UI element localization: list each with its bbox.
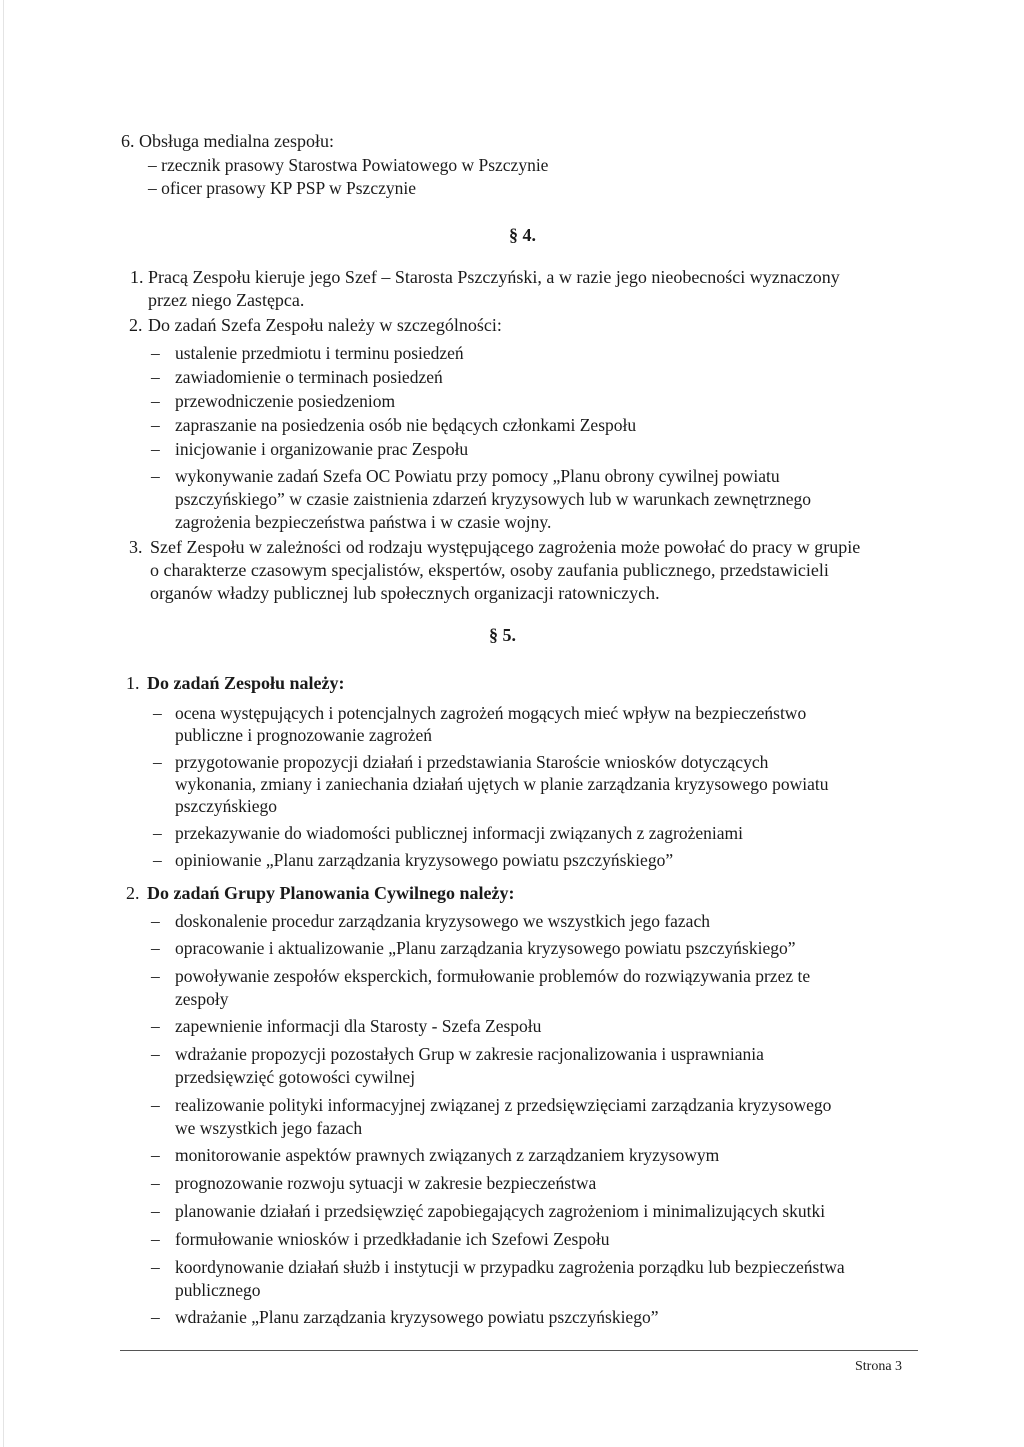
sec5-p2-bullet: wdrażanie propozycji pozostałych Grup w zakresie racjonalizowania i usprawniania — [175, 1044, 764, 1064]
item6-line: – rzecznik prasowy Starostwa Powiatowego w Pszczynie — [148, 155, 549, 175]
sec5-p2-bullet: monitorowanie aspektów prawnych związanych z zarządzaniem kryzysowym — [175, 1145, 720, 1165]
sec5-p2-bullet-cont: zespoły — [175, 989, 229, 1009]
bullet-dash: – — [151, 1016, 160, 1036]
sec5-p1-bullet: ocena występujących i potencjalnych zagrożeń mogących mieć wpływ na bezpieczeństwo — [175, 703, 807, 723]
sec5-p1-bullet: przekazywanie do wiadomości publicznej informacji związanych z zagrożeniami — [175, 823, 744, 843]
sec4-p1-line: przez niego Zastępca. — [148, 290, 305, 310]
sec4-p3-line: Szef Zespołu w zależności od rodzaju występującego zagrożenia może powołać do pracy w grupie — [150, 537, 861, 557]
footer-rule — [120, 1350, 918, 1351]
sec5-p2-bullet: wdrażanie „Planu zarządzania kryzysowego powiatu pszczyńskiego” — [175, 1307, 659, 1327]
bullet-dash: – — [153, 752, 162, 772]
bullet-dash: – — [151, 439, 160, 459]
sec5-p1-bullet-cont: pszczyńskiego — [175, 796, 278, 816]
sec5-p2-bullet-cont: we wszystkich jego fazach — [175, 1118, 363, 1138]
sec4-p1-line: Pracą Zespołu kieruje jego Szef – Starosta Pszczyński, a w razie jego nieobecności wyznaczony — [148, 267, 840, 287]
sec5-p1-bullet-cont: publiczne i prognozowanie zagrożeń — [175, 725, 433, 745]
section-5-heading: § 5. — [489, 625, 516, 645]
sec4-p1-number: 1. — [130, 267, 144, 287]
bullet-dash: – — [151, 1173, 160, 1193]
sec5-p1-bullet: opiniowanie „Planu zarządzania kryzysowego powiatu pszczyńskiego” — [175, 850, 674, 870]
bullet-dash: – — [151, 391, 160, 411]
sec4-p2-bullet: przewodniczenie posiedzeniom — [175, 391, 396, 411]
sec5-p2-bullet: powoływanie zespołów eksperckich, formułowanie problemów do rozwiązywania przez te — [175, 966, 811, 986]
bullet-dash: – — [151, 1229, 160, 1249]
sec5-p2-bullet: koordynowanie działań służb i instytucji w przypadku zagrożenia porządku lub bezpieczeństwa — [175, 1257, 845, 1277]
sec4-p2-bullet: ustalenie przedmiotu i terminu posiedzeń — [175, 343, 464, 363]
sec5-p2-title: Do zadań Grupy Planowania Cywilnego należy: — [147, 883, 515, 903]
sec5-p2-bullet: zapewnienie informacji dla Starosty - Szefa Zespołu — [175, 1016, 542, 1036]
sec5-p1-bullet-cont: wykonania, zmiany i zaniechania działań ujętych w planie zarządzania kryzysowego powiatu — [175, 774, 829, 794]
bullet-dash: – — [153, 823, 162, 843]
bullet-dash: – — [151, 1044, 160, 1064]
item6-title: 6. Obsługa medialna zespołu: — [121, 131, 334, 151]
sec4-p2-bullet-cont: zagrożenia bezpieczeństwa państwa i w czasie wojny. — [175, 512, 552, 532]
bullet-dash: – — [151, 1257, 160, 1277]
sec5-p1-number: 1. — [126, 673, 140, 693]
sec4-p3-line: organów władzy publicznej lub społecznych organizacji ratowniczych. — [150, 583, 660, 603]
sec5-p1-bullet: przygotowanie propozycji działań i przedstawiania Staroście wniosków dotyczących — [175, 752, 769, 772]
sec5-p2-bullet: formułowanie wniosków i przedkładanie ich Szefowi Zespołu — [175, 1229, 610, 1249]
sec4-p3-number: 3. — [129, 537, 143, 557]
sec4-p2-intro: Do zadań Szefa Zespołu należy w szczególności: — [148, 315, 502, 335]
bullet-dash: – — [151, 911, 160, 931]
sec5-p2-bullet: planowanie działań i przedsięwzięć zapobiegających zagrożeniom i minimalizujących skutki — [175, 1201, 826, 1221]
bullet-dash: – — [153, 850, 162, 870]
bullet-dash: – — [151, 938, 160, 958]
sec4-p2-bullet: inicjowanie i organizowanie prac Zespołu — [175, 439, 469, 459]
sec5-p2-bullet: doskonalenie procedur zarządzania kryzysowego we wszystkich jego fazach — [175, 911, 710, 931]
bullet-dash: – — [151, 1145, 160, 1165]
sec5-p2-number: 2. — [126, 883, 140, 903]
bullet-dash: – — [151, 343, 160, 363]
sec5-p2-bullet: opracowanie i aktualizowanie „Planu zarządzania kryzysowego powiatu pszczyńskiego” — [175, 938, 796, 958]
sec4-p3-line: o charakterze czasowym specjalistów, ekspertów, osoby zaufania publicznego, przedstawicieli — [150, 560, 829, 580]
scan-edge — [3, 0, 4, 1447]
sec4-p2-bullet: zawiadomienie o terminach posiedzeń — [175, 367, 443, 387]
bullet-dash: – — [151, 415, 160, 435]
section-4-heading: § 4. — [509, 225, 536, 245]
bullet-dash: – — [151, 367, 160, 387]
page-number: Strona 3 — [855, 1359, 903, 1374]
bullet-dash: – — [151, 1201, 160, 1221]
sec4-p2-bullet: zapraszanie na posiedzenia osób nie będących członkami Zespołu — [175, 415, 637, 435]
bullet-dash: – — [151, 966, 160, 986]
sec4-p2-bullet-cont: pszczyńskiego” w czasie zaistnienia zdarzeń kryzysowych lub w warunkach zewnętrznego — [175, 489, 812, 509]
bullet-dash: – — [153, 703, 162, 723]
sec4-p2-number: 2. — [129, 315, 143, 335]
sec5-p2-bullet: prognozowanie rozwoju sytuacji w zakresie bezpieczeństwa — [175, 1173, 597, 1193]
sec5-p2-bullet-cont: publicznego — [175, 1280, 261, 1300]
sec4-p2-bullet: wykonywanie zadań Szefa OC Powiatu przy pomocy „Planu obrony cywilnej powiatu — [175, 466, 780, 486]
item6-line: – oficer prasowy KP PSP w Pszczynie — [148, 178, 416, 198]
bullet-dash: – — [151, 1095, 160, 1115]
sec5-p1-title: Do zadań Zespołu należy: — [147, 673, 345, 693]
bullet-dash: – — [151, 1307, 160, 1327]
sec5-p2-bullet-cont: przedsięwzięć gotowości cywilnej — [175, 1067, 416, 1087]
bullet-dash: – — [151, 466, 160, 486]
sec5-p2-bullet: realizowanie polityki informacyjnej związanej z przedsięwzięciami zarządzania kryzysowego — [175, 1095, 832, 1115]
